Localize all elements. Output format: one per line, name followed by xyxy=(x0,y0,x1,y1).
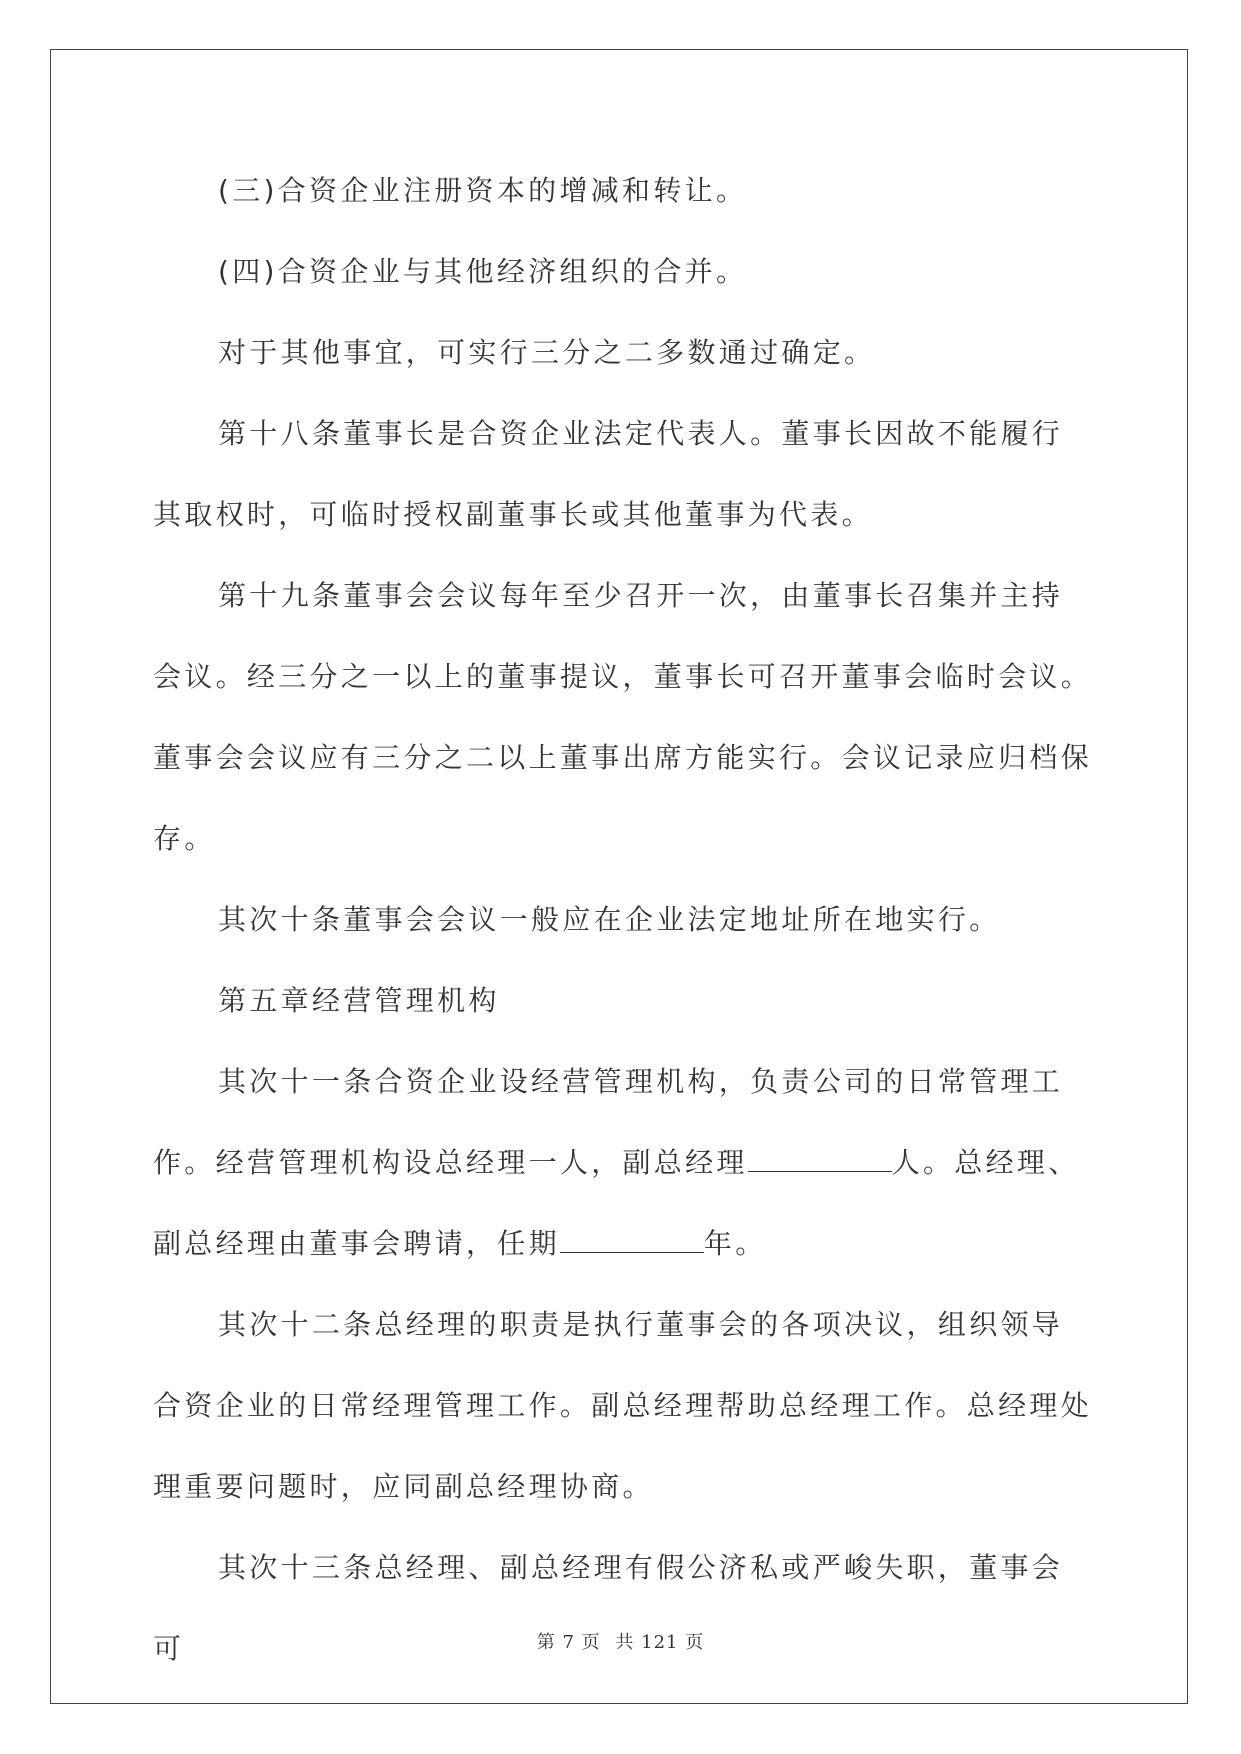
paragraph-text: 其次十一条合资企业设经营管理机构，负责公司的日常管理工作。经营管理机构设总经理一人，副总经理 xyxy=(153,1065,1064,1179)
paragraph: 其次十条董事会会议一般应在企业法定地址所在地实行。 xyxy=(218,903,1001,936)
paragraph xyxy=(153,1041,1093,1284)
page-footer xyxy=(0,1628,1241,1654)
paragraph: 其次十二条总经理的职责是执行董事会的各项决议，组织领导合资企业的日常经理管理工作。副总经理帮助总经理工作。总经理处理重要问题时，应同副总经理协商。 xyxy=(153,1308,1093,1503)
chapter-heading: 第五章经营管理机构 xyxy=(218,984,500,1017)
paragraph-text: 人。总经理、副总经理由董事会聘请，任期 xyxy=(153,1146,1080,1260)
paragraph-text: 年。 xyxy=(703,1227,767,1260)
fill-in-blank xyxy=(748,1149,892,1172)
paragraph: 第十九条董事会会议每年至少召开一次，由董事长召集并主持会议。经三分之一以上的董事提议，董事长可召开董事会临时会议。董事会会议应有三分之二以上董事出席方能实行。会议记录应归档保存。 xyxy=(153,579,1093,855)
fill-in-blank xyxy=(560,1230,704,1253)
page-total: 共 121 页 xyxy=(615,1632,705,1653)
document-body xyxy=(153,150,1093,1689)
paragraph: 第十八条董事长是合资企业法定代表人。董事长因故不能履行其取权时，可临时授权副董事长或其他董事为代表。 xyxy=(153,417,1064,531)
paragraph: 对于其他事宜，可实行三分之二多数通过确定。 xyxy=(218,336,876,369)
page-number: 第 7 页 xyxy=(536,1632,601,1653)
paragraph: (四)合资企业与其他经济组织的合并。 xyxy=(218,255,748,288)
paragraph: 其次十三条总经理、副总经理有假公济私或严峻失职，董事会可 xyxy=(153,1551,1064,1665)
paragraph: (三)合资企业注册资本的增减和转让。 xyxy=(218,174,748,207)
